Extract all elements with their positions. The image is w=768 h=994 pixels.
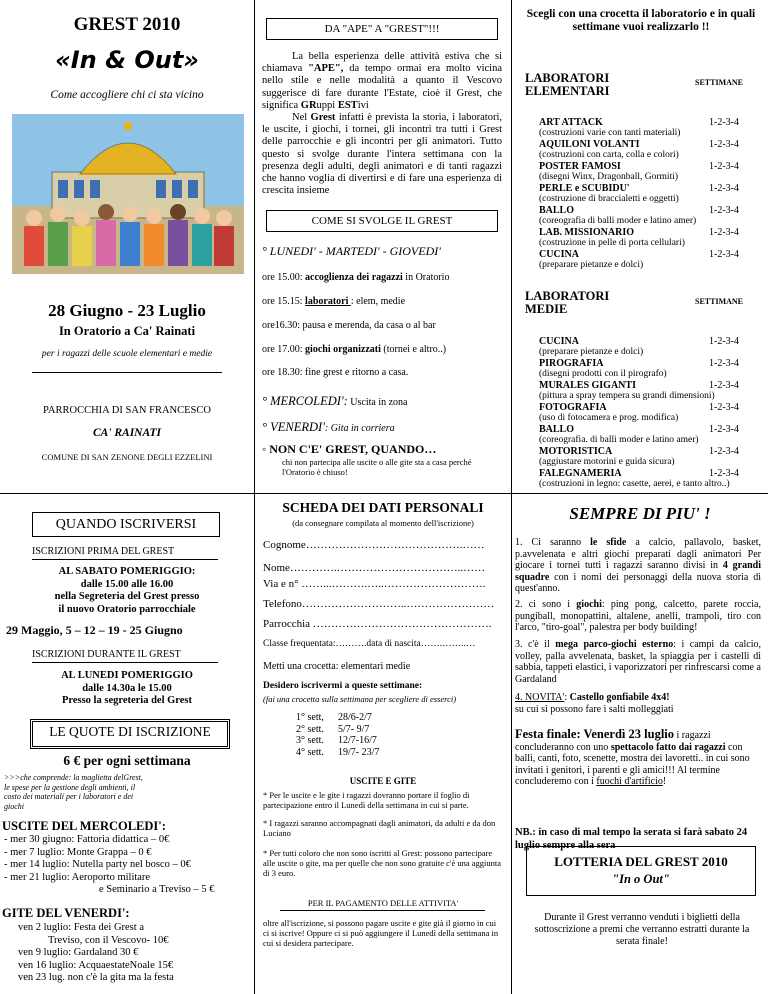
lab-description: (disegni prodotti con il pirografo) xyxy=(539,369,667,379)
lab-weeks[interactable]: 1-2-3-4 xyxy=(709,161,739,172)
labs-panel xyxy=(515,0,768,493)
fee-note: >>>che comprende: la maglietta delGrest, le spese per la gestione degli ambienti, il costo dei materiali per i laboratori e dei giochi xyxy=(4,773,143,811)
cover-panel xyxy=(0,0,254,493)
lab-weeks[interactable]: 1-2-3-4 xyxy=(709,402,739,413)
week-number: 3° sett. xyxy=(296,735,324,746)
week-dates: 12/7-16/7 xyxy=(338,735,377,746)
friday-note: ° VENERDI': Gita in corriera xyxy=(262,420,395,434)
enroll-during: ISCRIZIONI DURANTE IL GREST xyxy=(32,649,181,660)
parish-field[interactable]: Parrocchia …………………………………………. xyxy=(263,618,492,630)
lab-name: CUCINA xyxy=(539,336,579,347)
more-p3: 3. c'è il mega parco-giochi esterno: i campi da calcio, volley, palla avvelenata, basket, la spiaggia per i castelli di sabbia, tappeti elastici, i vaporizzatori per rinfrescarsi come a Gardaland xyxy=(515,639,761,685)
lab-name: PERLE e SCUBIDU' xyxy=(539,183,630,194)
no-grest-heading: ◦ NON C'E' GREST, QUANDO… xyxy=(262,442,437,456)
lab-description: (costruzioni in legno: casette, aerei, e tanto altro..) xyxy=(539,479,730,489)
week-dates: 28/6-2/7 xyxy=(338,712,372,723)
lab-description: (costruzioni varie con tanti materiali) xyxy=(539,128,681,138)
dome-illustration xyxy=(12,114,244,274)
school-checkbox[interactable]: Metti una crocetta: elementari medie xyxy=(263,661,411,672)
medie-lab-item[interactable] xyxy=(539,468,739,479)
enroll-heading: QUANDO ISCRIVERSI xyxy=(32,512,220,537)
lab-weeks[interactable]: 1-2-3-4 xyxy=(709,358,739,369)
lab-name: POSTER FAMOSI xyxy=(539,161,621,172)
more-heading: SEMPRE DI PIU' ! xyxy=(569,504,711,523)
elem-lab-item[interactable] xyxy=(539,183,739,194)
labs-elem-title: LABORATORI ELEMENTARI xyxy=(525,71,610,98)
enroll-during-rule xyxy=(32,662,218,663)
week-option[interactable] xyxy=(296,735,379,747)
schedule-row-4: ore 17.00: giochi organizzati (tornei e altro..) xyxy=(262,344,447,355)
enroll-before: ISCRIZIONI PRIMA DEL GREST xyxy=(32,546,175,557)
lab-weeks[interactable]: 1-2-3-4 xyxy=(709,336,739,347)
lab-name: LAB. MISSIONARIO xyxy=(539,227,635,238)
wed-trips-list: - mer 30 giugno: Fattoria didattica – 0€ - mer 7 luglio: Monte Grappa – 0 € - mer 14 luglio: Nutella party nel bosco – 0€ - mer 21 luglio: Aeroporto militare e Seminario a Treviso – 5 € xyxy=(4,834,215,895)
phone-field[interactable]: Telefono………………………..…………………… xyxy=(263,598,495,610)
schedule-row-2: ore 15.15: laboratori : elem, medie xyxy=(262,296,406,307)
lab-name: AQUILONI VOLANTI xyxy=(539,139,640,150)
schedule-row-3: ore16.30: pausa e merenda, da casa o al bar xyxy=(262,320,436,331)
more-p2: 2. ci sono i giochi: ping pong, calcetto, parete roccia, pungiball, monopattini, altalene, anelli, trampoli, tiro con l'arco, "tiro-goal", palestra per body building! xyxy=(515,599,761,633)
intro-panel xyxy=(258,0,508,493)
lab-name: MOTORISTICA xyxy=(539,446,613,457)
grest-dates: 28 Giugno - 23 Luglio xyxy=(48,301,206,320)
enroll-dates: 29 Maggio, 5 – 12 – 19 - 25 Giugno xyxy=(6,623,183,637)
lab-description: (preparare pietanze e dolci) xyxy=(539,347,644,357)
labs-medie-weeks-label: SETTIMANE xyxy=(695,297,744,306)
fri-trips-list: ven 2 luglio: Festa dei Grest a Treviso, con il Vescovo- 10€ ven 9 luglio: Gardaland 30 € ven 16 luglio: AcquaestateNoale 15€ ven 23 lug. non c'è la gita ma la festa xyxy=(18,922,174,983)
lottery-title: LOTTERIA DEL GREST 2010 xyxy=(554,854,728,869)
lab-name: BALLO xyxy=(539,205,575,216)
lab-name: CUCINA xyxy=(539,249,579,260)
medie-lab-item[interactable] xyxy=(539,446,739,457)
lab-weeks[interactable]: 1-2-3-4 xyxy=(709,446,739,457)
no-grest-text: chi non partecipa alle uscite o alle gite sta a casa perché l'Oratorio è chiuso! xyxy=(282,457,472,477)
name-field[interactable]: Nome………….……………………………..…… xyxy=(263,562,486,574)
trips-rule-2: * I ragazzi saranno accompagnati dagli animatori, da adulti e da don Luciano xyxy=(263,818,496,838)
fee-amount: 6 € per ogni settimana xyxy=(63,753,191,768)
more-panel xyxy=(512,494,768,994)
fri-trips-heading: GITE DEL VENERDI': xyxy=(2,906,130,920)
weeks-list[interactable] xyxy=(296,712,379,758)
trips-rule-3: * Per tutti coloro che non sono iscritti al Grest: possono partecipare alle uscite o gite, ma per quelle che non sono gratuite c'è una aggiunta di 3 euro. xyxy=(263,848,502,878)
week-number: 1° sett, xyxy=(296,712,324,723)
lab-description: (coreografia. di balli moder e latino amer) xyxy=(539,435,699,445)
lab-description: (coreografia di balli moder e latino amer) xyxy=(539,216,697,226)
schedule-heading: COME SI SVOLGE IL GREST xyxy=(266,210,498,232)
labs-elem-list xyxy=(539,117,739,271)
elem-lab-item[interactable] xyxy=(539,139,739,150)
final-party: Festa finale: Venerdì 23 luglio i ragazzi concluderanno con uno spettacolo fatto dai ragazzi con balli, canti, foto, scenette, mostra dei lavoretti.. in cui sono invitati i genitori, i parenti e gli amici!!! Al termine concluderemo con i fuochi d'artificio! xyxy=(515,727,750,787)
more-p1: 1. Ci saranno le sfide a calcio, pallavolo, basket, p.avvelenata e altri giochi preparati dagli animatori Per giocare i tornei tutti i ragazzi saranno divisi in 4 grandi squadre con i nomi dei personaggi della nuova storia di quest'anno. xyxy=(515,537,762,594)
medie-lab-item[interactable] xyxy=(539,336,739,347)
parish-name: PARROCCHIA DI SAN FRANCESCO xyxy=(43,405,211,416)
elem-lab-item[interactable] xyxy=(539,205,739,216)
intro-text: La bella esperienza delle attività estiva che si chiamava "APE", da tempo ormai era molto vicina nello stile e nelle modalità a quanto il Vescovo suggerisce di fare durante l'Estate, cioè il Grest, che significa GRuppi ESTivi Nel Grest infatti è prevista la storia, i laboratori, le uscite, i giochi, i tornei, gli incontri tra tutti i Grest delle parrocchie e gli incontri per gli animatori. Tutto questo si svolge durante l'intera settimana con la presenza degli adulti, degli animatori e di tanti ragazzi che hanno voglia di divertirsi e di fare una esperienza di crescita insieme xyxy=(262,51,502,197)
motto: «In & Out» xyxy=(55,46,199,74)
lab-name: ART ATTACK xyxy=(539,117,603,128)
lab-weeks[interactable]: 1-2-3-4 xyxy=(709,183,739,194)
surname-field[interactable]: Cognome…………………………………….…… xyxy=(263,539,485,551)
payment-heading: PER IL PAGAMENTO DELLE ATTIVITA' xyxy=(307,898,459,908)
form-heading: SCHEDA DEI DATI PERSONALI xyxy=(282,500,484,515)
payment-text: oltre all'iscrizione, si possono pagare uscite e gite già il giorno in cui ci si iscrive! Oppure ci si può aggiungere il Lunedì della settimana in cui si desidera partecipare. xyxy=(263,918,499,948)
lab-description: (disegni Winx, Dragonball, Gormiti) xyxy=(539,172,679,182)
week-dates: 5/7- 9/7 xyxy=(338,723,370,735)
lab-weeks[interactable]: 1-2-3-4 xyxy=(709,117,739,128)
weeks-wish-note: (fai una crocetta sulla settimana per scegliere di esserci) xyxy=(263,694,457,704)
medie-lab-item[interactable] xyxy=(539,358,739,369)
lab-weeks[interactable]: 1-2-3-4 xyxy=(709,424,739,435)
week-option[interactable] xyxy=(296,724,379,736)
lab-weeks[interactable]: 1-2-3-4 xyxy=(709,139,739,150)
week-number: 4° sett. xyxy=(296,746,324,758)
week-option[interactable] xyxy=(296,712,379,724)
parish-town: CA' RAINATI xyxy=(92,427,162,439)
bad-weather-note: NB.: in caso di mal tempo la serata si farà sabato 24 luglio sempre alla sera xyxy=(515,827,748,851)
lab-name: BALLO xyxy=(539,424,575,435)
week-number: 2° sett. xyxy=(296,723,324,735)
wed-trips-heading: USCITE DEL MERCOLEDI': xyxy=(2,819,166,833)
week-option[interactable] xyxy=(296,747,379,759)
page-title: GREST 2010 xyxy=(73,14,181,35)
lab-weeks[interactable]: 1-2-3-4 xyxy=(709,227,739,238)
wednesday-note: ° MERCOLEDI': Uscita in zona xyxy=(262,394,408,408)
enroll-before-info: AL SABATO POMERIGGIO: dalle 15.00 alle 16.00 nella Segreteria del Grest presso il nuovo Oratorio parrocchiale xyxy=(54,566,200,615)
grest-place: In Oratorio a Ca' Rainati xyxy=(58,324,196,338)
fee-heading: LE QUOTE DI ISCRIZIONE xyxy=(30,719,230,749)
schedule-row-5: ore 18.30: fine grest e ritorno a casa. xyxy=(262,367,409,378)
lab-description: (preparare pietanze e dolci) xyxy=(539,260,644,270)
lab-description: (costruzioni con carta, colla e colori) xyxy=(539,150,679,160)
week-dates: 19/7- 23/7 xyxy=(338,746,380,758)
lab-description: (costruzione in pelle di porta cellulari) xyxy=(539,238,685,248)
labs-medie-title: LABORATORI MEDIE xyxy=(525,289,610,316)
lab-description: (costruzione di braccialetti e oggetti) xyxy=(539,194,679,204)
audience: per i ragazzi delle scuole elementari e medie xyxy=(41,349,213,359)
medie-lab-item[interactable] xyxy=(539,402,739,413)
elem-lab-item[interactable] xyxy=(539,227,739,238)
subtitle: Come accogliere chi ci sta vicino xyxy=(50,89,204,101)
street-field[interactable]: Via e n° ……...……….…..………………………. xyxy=(263,578,486,590)
lab-description: (aggiustare motorini e guida sicura) xyxy=(539,457,675,467)
elem-lab-item[interactable] xyxy=(539,249,739,260)
form-sub: (da consegnare compilata al momento dell'iscrizione) xyxy=(292,518,474,528)
lab-weeks[interactable]: 1-2-3-4 xyxy=(709,205,739,216)
payment-rule xyxy=(280,910,485,911)
labs-intro: Scegli con una crocetta il laboratorio e in quali settimane vuoi realizzarlo !! xyxy=(526,8,756,33)
lab-name: FOTOGRAFIA xyxy=(539,402,607,413)
municipality: COMUNE DI SAN ZENONE DEGLI EZZELINI xyxy=(41,452,213,462)
lab-name: PIROGRAFIA xyxy=(539,358,604,369)
schedule-days: ° LUNEDI' - MARTEDI' - GIOVEDI' xyxy=(262,244,441,258)
lab-weeks[interactable]: 1-2-3-4 xyxy=(709,380,739,391)
enroll-during-info: AL LUNEDI POMERIGGIO dalle 14.30a le 15.00 Presso la segreteria del Grest xyxy=(61,670,193,706)
schedule-row-1: ore 15.00: accoglienza dei ragazzi in Oratorio xyxy=(262,272,450,283)
medie-lab-item[interactable] xyxy=(539,424,739,435)
cover-rule xyxy=(32,372,222,373)
lab-name: FALEGNAMERIA xyxy=(539,468,622,479)
lab-weeks[interactable]: 1-2-3-4 xyxy=(709,468,739,479)
lab-name: MURALES GIGANTI xyxy=(539,380,636,391)
lottery-box xyxy=(526,846,756,896)
elem-lab-item[interactable] xyxy=(539,117,739,128)
labs-elem-weeks-label: SETTIMANE xyxy=(695,78,744,87)
lottery-text: Durante il Grest verranno venduti i biglietti della sottoscrizione a premi che verranno estratti durante la serata finale! xyxy=(534,912,750,947)
class-field[interactable]: Classe frequentata:……….data di nascita…….……..… xyxy=(263,639,476,649)
children-figures xyxy=(24,204,234,266)
more-p4: 4. NOVITA': Castello gonfiabile 4x4! su cui si possono fare i salti molleggiati xyxy=(515,692,674,715)
trips-rule-1: * Per le uscite e le gite i ragazzi dovranno portare il foglio di partecipazione entro il Lunedì della settimana in cui si parte. xyxy=(263,790,470,810)
enroll-before-rule xyxy=(32,559,218,560)
lottery-subtitle: "In o Out" xyxy=(612,872,670,886)
elem-lab-item[interactable] xyxy=(539,161,739,172)
weeks-wish: Desidero iscrivermi a queste settimane: xyxy=(263,681,423,691)
lab-description: (pittura a spray tempera su grandi dimensioni) xyxy=(539,391,715,401)
intro-heading: DA "APE" A "GREST"!!! xyxy=(266,18,498,40)
lab-description: (uso di fotocamera e prog. modifica) xyxy=(539,413,679,423)
medie-lab-item[interactable] xyxy=(539,380,739,391)
labs-medie-list xyxy=(539,336,739,490)
lab-weeks[interactable]: 1-2-3-4 xyxy=(709,249,739,260)
enroll-panel xyxy=(0,494,254,994)
trips-heading: USCITE E GITE xyxy=(349,776,417,786)
